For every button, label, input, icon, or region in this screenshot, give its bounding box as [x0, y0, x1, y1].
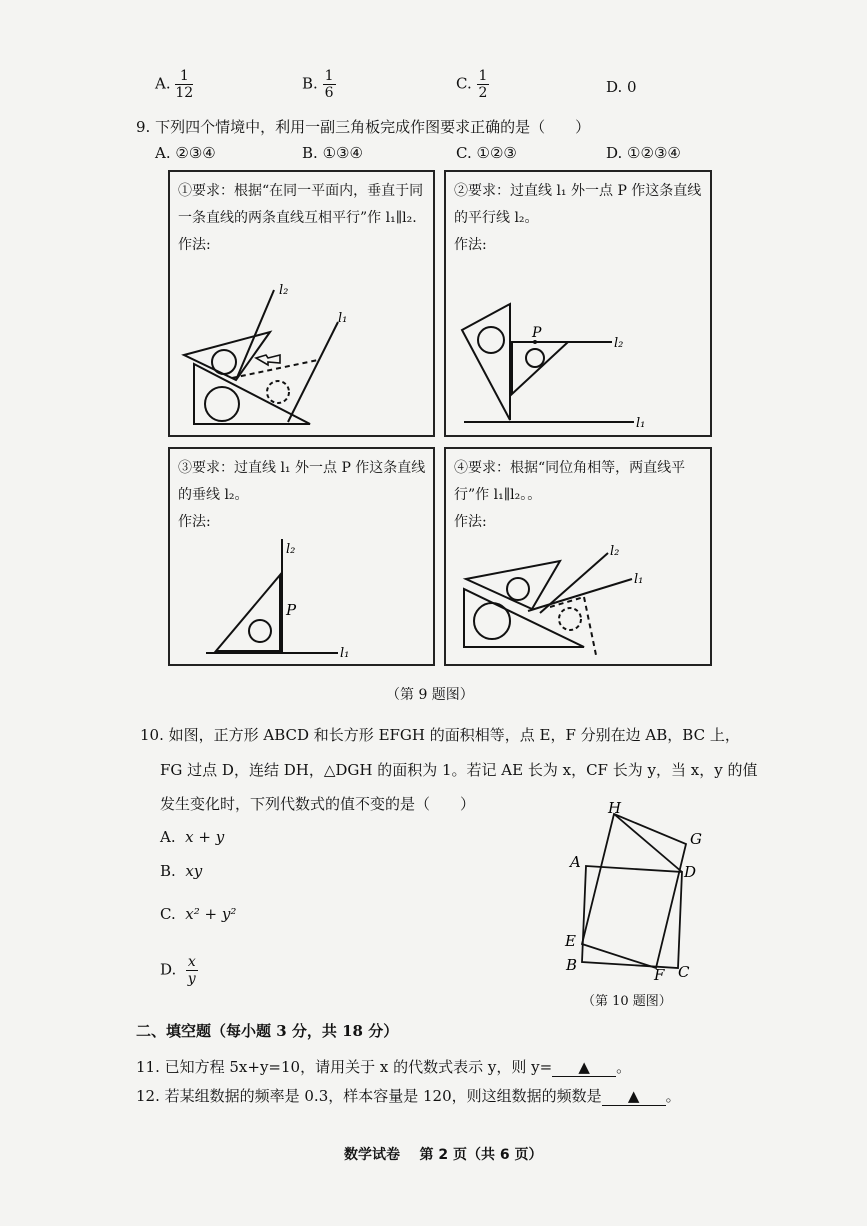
- label-e: E: [565, 932, 576, 950]
- q8-option-c: C. $\frac{1}{2}$: [456, 68, 488, 102]
- q10-option-a: A. x + y: [160, 828, 225, 846]
- q9-option-c: C. ①②③: [456, 144, 517, 162]
- q8-option-a: A. $\frac{1}{12}$: [155, 68, 194, 102]
- label-p: P: [286, 601, 297, 619]
- triangle-marker-icon: ▲: [627, 1087, 640, 1105]
- set-square-figure-2: [446, 172, 714, 439]
- fraction: $\frac{1}{12}$: [175, 68, 194, 102]
- label-d: D: [684, 863, 697, 881]
- q9-option-d: D. ①②③④: [606, 144, 681, 162]
- q10-option-d: D. $\frac{x}{y}$: [160, 954, 196, 988]
- q8-options: [0, 62, 867, 112]
- label-c: C: [678, 963, 690, 981]
- label-l1: l₁: [338, 311, 348, 326]
- q8-option-b: B. $\frac{1}{6}$: [302, 68, 334, 102]
- q12: 12. 若某组数据的频率是 0.3，样本容量是 120，则这组数据的频数是 ▲ 。: [136, 1087, 681, 1105]
- panel-requirement: ②要求：过直线 l₁ 外一点 P 作这条直线的平行线 l₂。 作法:: [454, 183, 702, 253]
- q11: 11. 已知方程 5x+y=10，请用关于 x 的代数式表示 y，则 y= ▲ 。: [136, 1058, 632, 1076]
- label-g: G: [690, 830, 702, 848]
- q9-panel-4: [444, 447, 712, 666]
- set-square-figure-3: [170, 449, 437, 668]
- q9-option-b: B. ①③④: [302, 144, 363, 162]
- set-square-figure-4: [446, 449, 714, 668]
- fraction: $\frac{1}{6}$: [324, 68, 334, 102]
- q9-stem: 9. 下列四个情境中，利用一副三角板完成作图要求正确的是（ ）: [136, 118, 591, 136]
- fraction: $\frac{1}{2}$: [478, 68, 488, 102]
- label-p: P: [532, 325, 542, 341]
- label-b: B: [566, 956, 578, 974]
- q8-option-d: D. 0: [606, 78, 637, 96]
- q9-panel-2: [444, 170, 712, 437]
- label-l1: l₁: [634, 572, 644, 587]
- label-f: F: [654, 966, 665, 984]
- panel-requirement: ①要求：根据“在同一平面内，垂直于同一条直线的两条直线互相平行”作 l₁∥l₂. 作法:: [178, 183, 424, 253]
- section-heading: 二、填空题（每小题 3 分，共 18 分）: [136, 1022, 399, 1040]
- q10-option-c: C. x² + y²: [160, 905, 237, 923]
- set-square-figure-1: [170, 172, 437, 439]
- label-l2: l₂: [614, 336, 624, 351]
- panel-requirement: ③要求：过直线 l₁ 外一点 P 作这条直线的垂线 l₂。 作法:: [178, 460, 426, 530]
- fraction: $\frac{x}{y}$: [187, 954, 196, 988]
- q9-caption: （第 9 题图）: [386, 687, 474, 703]
- label-l2: l₂: [610, 544, 620, 559]
- q10-option-b: B. xy: [160, 862, 203, 880]
- triangle-marker-icon: ▲: [578, 1058, 590, 1076]
- q9-panel-3: [168, 447, 435, 666]
- answer-blank: [602, 1087, 666, 1106]
- q10-figure: [556, 800, 706, 990]
- q10-caption: （第 10 题图）: [582, 994, 672, 1009]
- label-l2: l₂: [286, 542, 296, 557]
- label-l2: l₂: [279, 283, 289, 298]
- q9-option-a: A. ②③④: [155, 144, 216, 162]
- q10-line-1: 10. 如图，正方形 ABCD 和长方形 EFGH 的面积相等，点 E，F 分别在边 AB，BC 上，: [140, 726, 740, 744]
- q10-line-3: 发生变化时，下列代数式的值不变的是（ ）: [160, 795, 476, 813]
- label-h: H: [608, 800, 622, 817]
- q9-panel-1: [168, 170, 435, 437]
- q10-line-2: FG 过点 D，连结 DH，△DGH 的面积为 1。若记 AE 长为 x，CF 长为 y，当 x，y 的值: [160, 761, 758, 779]
- panel-requirement: ④要求：根据“同位角相等，两直线平行”作 l₁∥l₂。。 作法:: [454, 460, 686, 530]
- page-footer: 数学试卷 第 2 页（共 6 页）: [344, 1147, 543, 1163]
- answer-blank: [552, 1058, 616, 1077]
- label-l1: l₁: [636, 416, 646, 431]
- label-a: A: [570, 853, 581, 871]
- label-l1: l₁: [340, 646, 350, 661]
